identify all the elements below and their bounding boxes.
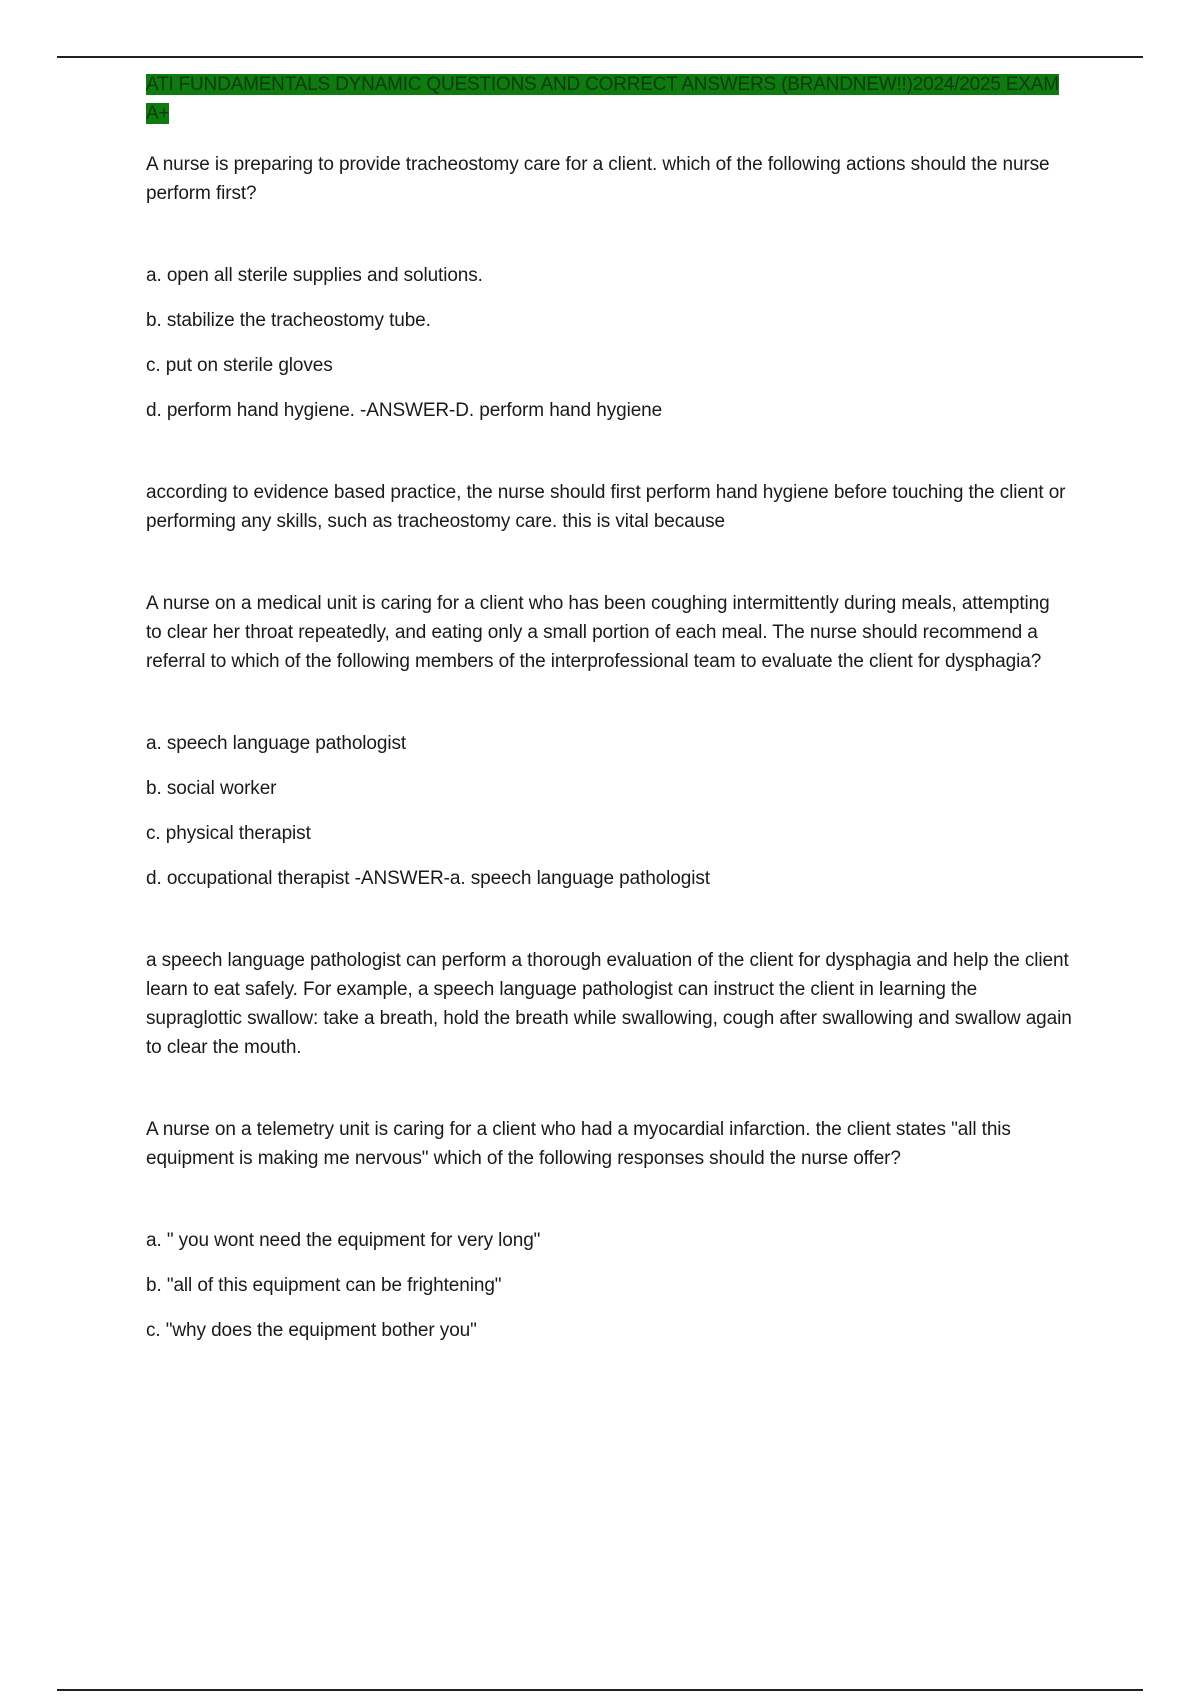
- question-1-option-d: d. perform hand hygiene. -ANSWER-D. perform hand hygiene: [146, 400, 663, 421]
- document-body: [146, 70, 1086, 1345]
- question-1-rationale: according to evidence based practice, the nurse should first perform hand hygiene before touching the client or performing any skills, such as tracheostomy care. this is vital because: [146, 482, 1066, 532]
- question-2-rationale: a speech language pathologist can perform a thorough evaluation of the client for dysphagia and help the client learn to eat safely. For example, a speech language pathologist can instruct the client in learning the supraglottic swallow: take a breath, hold the breath while swallowing, cough after swallowing and swallow again to clear the mouth.: [146, 950, 1072, 1058]
- document-title: [146, 70, 1081, 128]
- question-3-text: A nurse on a telemetry unit is caring for a client who had a myocardial infarction. the client states "all this equipment is making me nervous" which of the following responses should the nurse offer?: [146, 1119, 1011, 1169]
- question-2-option-c: c. physical therapist: [146, 823, 311, 844]
- question-1-text: A nurse is preparing to provide tracheostomy care for a client. which of the following actions should the nurse perform first?: [146, 154, 1050, 204]
- question-2-text: A nurse on a medical unit is caring for a client who has been coughing intermittently during meals, attempting to clear her throat repeatedly, and eating only a small portion of each meal. The nurse should recommend a referral to which of the following members of the interprofessional team to evaluate the client for dysphagia?: [146, 593, 1050, 672]
- question-3-option-b: b. "all of this equipment can be frightening": [146, 1275, 502, 1296]
- question-1-option-c: c. put on sterile gloves: [146, 355, 333, 376]
- question-2-option-d: d. occupational therapist -ANSWER-a. speech language pathologist: [146, 868, 710, 889]
- document-title-text: ATI FUNDAMENTALS DYNAMIC QUESTIONS AND CORRECT ANSWERS (BRANDNEW!!)2024/2025 EXAM A+: [146, 74, 1059, 124]
- footer-rule: [57, 1689, 1143, 1691]
- question-2-option-a: a. speech language pathologist: [146, 733, 407, 754]
- question-3-option-a: a. " you wont need the equipment for very long": [146, 1230, 541, 1251]
- header-rule: [57, 56, 1143, 58]
- question-3-option-c: c. "why does the equipment bother you": [146, 1320, 477, 1341]
- question-2-option-b: b. social worker: [146, 778, 277, 799]
- question-1-option-b: b. stabilize the tracheostomy tube.: [146, 310, 431, 331]
- question-1-option-a: a. open all sterile supplies and solutions.: [146, 265, 483, 286]
